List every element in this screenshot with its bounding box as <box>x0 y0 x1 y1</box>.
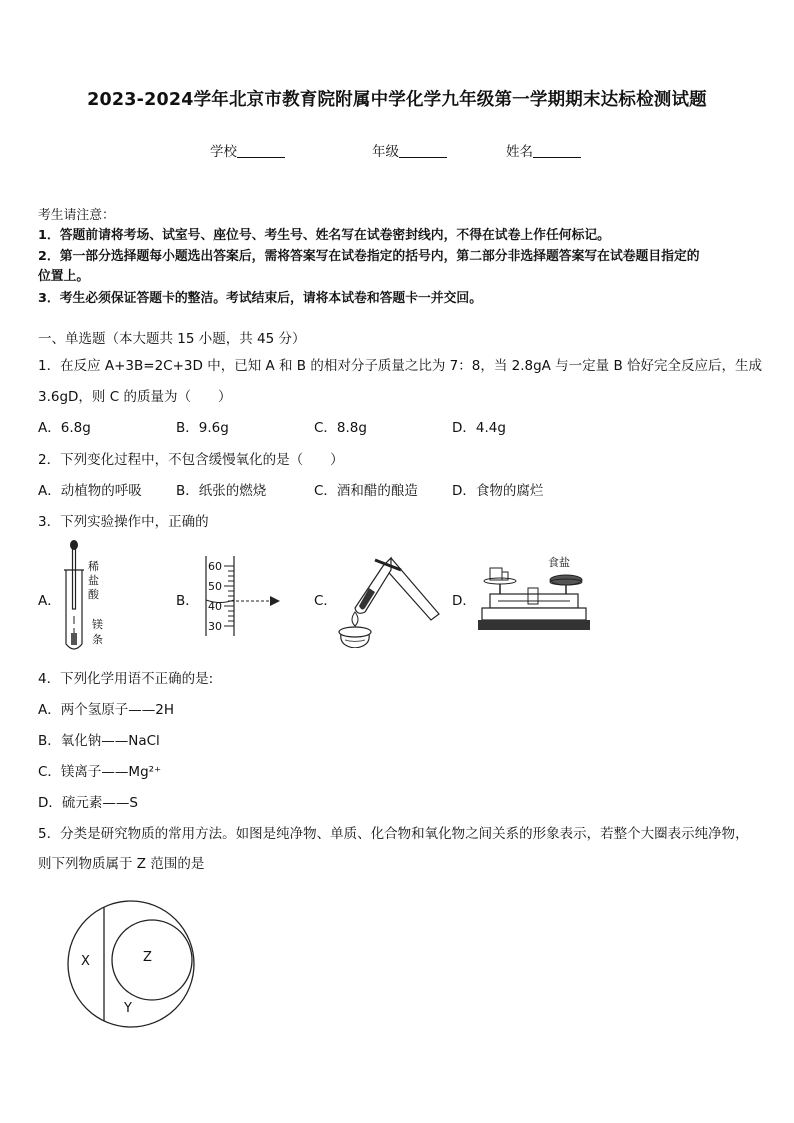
figure-a-text-4: 镁 <box>92 618 103 631</box>
note-1: 1．答题前请将考场、试室号、座位号、考生号、姓名写在试卷密封线内，不得在试卷上作任何标记。 <box>38 228 610 243</box>
grade-label: 年级 <box>372 144 399 160</box>
name-field[interactable] <box>506 140 581 160</box>
q5-stem-line2: 则下列物质属于 Z 范围的是 <box>38 856 205 872</box>
figure-a-text-3: 酸 <box>88 588 99 601</box>
q2-option-c: C．酒和醋的酿造 <box>314 483 418 499</box>
section-heading: 一、单选题（本大题共 15 小题，共 45 分） <box>38 331 306 347</box>
test-tube-dropper-figure <box>60 538 110 654</box>
diagram-label-y: Y <box>124 1001 132 1016</box>
q4-option-c: C．镁离子——Mg²⁺ <box>38 764 162 780</box>
notes-heading: 考生请注意： <box>38 208 115 223</box>
q3-label-a: A． <box>38 593 61 609</box>
q2-stem: 2．下列变化过程中，不包含缓慢氧化的是（ ） <box>38 452 344 468</box>
q5-stem-line1: 5．分类是研究物质的常用方法。如图是纯净物、单质、化合物和氧化物之间关系的形象表示，若整个大圈表示纯净物， <box>38 826 749 842</box>
q1-stem-line2: 3.6gD，则 C 的质量为（ ） <box>38 389 232 405</box>
name-blank[interactable] <box>533 143 581 158</box>
q1-option-b: B．9.6g <box>176 420 229 436</box>
q3-label-b: B． <box>176 593 199 609</box>
note-3: 3．考生必须保证答题卡的整洁。考试结束后，请将本试卷和答题卡一并交回。 <box>38 291 482 306</box>
q1-option-d: D．4.4g <box>452 420 506 436</box>
q4-option-a: A．两个氢原子——2H <box>38 702 174 718</box>
grade-blank[interactable] <box>399 143 447 158</box>
graduated-cylinder-figure <box>200 554 290 638</box>
figure-a-text-1: 稀 <box>88 560 99 573</box>
name-label: 姓名 <box>506 144 533 160</box>
cylinder-tick-50: 50 <box>208 580 222 593</box>
cylinder-tick-30: 30 <box>208 620 222 633</box>
cylinder-tick-60: 60 <box>208 560 222 573</box>
q4-option-d: D．硫元素——S <box>38 795 138 811</box>
diagram-label-z: Z <box>143 950 152 965</box>
q4-stem: 4．下列化学用语不正确的是: <box>38 671 214 687</box>
q3-label-d: D． <box>452 593 476 609</box>
school-label: 学校 <box>210 144 237 160</box>
q2-option-a: A．动植物的呼吸 <box>38 483 142 499</box>
school-field[interactable] <box>210 140 285 160</box>
exam-title: 2023-2024学年北京市教育院附属中学化学九年级第一学期期末达标检测试题 <box>87 90 707 110</box>
figure-a-text-5: 条 <box>92 633 103 646</box>
cylinder-tick-40: 40 <box>208 600 222 613</box>
heating-test-tube-figure <box>335 548 445 648</box>
classification-diagram <box>60 894 220 1034</box>
figure-d-salt-label: 食盐 <box>548 556 570 569</box>
grade-field[interactable] <box>372 140 447 160</box>
q1-stem-line1: 1．在反应 A+3B=2C+3D 中，已知 A 和 B 的相对分子质量之比为 7：8，当 2.8gA 与一定量 B 恰好完全反应后，生成 <box>38 358 763 374</box>
q2-option-d: D．食物的腐烂 <box>452 483 544 499</box>
diagram-label-x: X <box>81 954 90 969</box>
q2-option-b: B．纸张的燃烧 <box>176 483 267 499</box>
note-2: 2．第一部分选择题每小题选出答案后，需将答案写在试卷指定的括号内，第二部分非选择题答案写在试卷题目指定的 <box>38 249 700 264</box>
figure-a-text-2: 盐 <box>88 574 99 587</box>
note-2-cont: 位置上。 <box>38 269 90 284</box>
q4-option-b: B．氧化钠——NaCl <box>38 733 160 749</box>
q1-option-a: A．6.8g <box>38 420 91 436</box>
q3-stem: 3．下列实验操作中，正确的 <box>38 514 209 530</box>
q3-label-c: C． <box>314 593 337 609</box>
school-blank[interactable] <box>237 143 285 158</box>
q1-option-c: C．8.8g <box>314 420 367 436</box>
balance-scale-figure <box>478 552 598 638</box>
